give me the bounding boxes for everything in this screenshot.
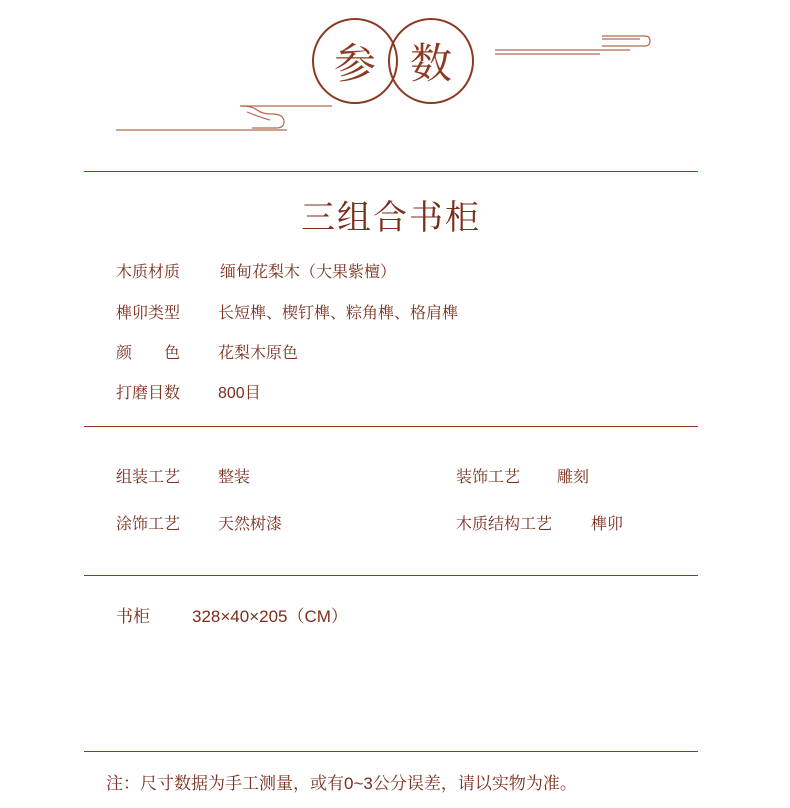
dimension-label: 书柜 bbox=[116, 607, 150, 626]
craft-label-decoration: 装饰工艺 bbox=[456, 467, 521, 486]
divider-top bbox=[84, 171, 698, 172]
header-char-2: 数 bbox=[409, 39, 452, 88]
cloud-ornament-left bbox=[112, 98, 337, 134]
craft-value-decoration: 雕刻 bbox=[557, 467, 590, 486]
header-char-1: 参 bbox=[333, 39, 376, 88]
craft-value-assembly: 整装 bbox=[218, 467, 251, 486]
spec-label-color: 颜 色 bbox=[116, 343, 181, 362]
spec-label-joinery: 榫卯类型 bbox=[116, 303, 181, 322]
measurement-note: 注：尺寸数据为手工测量，或有0~3公分误差，请以实物为准。 bbox=[106, 774, 577, 793]
spec-label-polish: 打磨目数 bbox=[116, 383, 181, 402]
divider-lower bbox=[84, 575, 698, 576]
spec-value-joinery: 长短榫、楔钉榫、粽角榫、格肩榫 bbox=[218, 303, 459, 322]
craft-value-coating: 天然树漆 bbox=[218, 514, 283, 533]
header-char-circle-2 bbox=[388, 18, 474, 104]
craft-label-coating: 涂饰工艺 bbox=[116, 514, 181, 533]
spec-value-polish: 800目 bbox=[218, 385, 261, 402]
dimension-value: 328×40×205（CM） bbox=[192, 607, 348, 626]
spec-value-color: 花梨木原色 bbox=[218, 343, 299, 362]
divider-bottom bbox=[84, 751, 698, 752]
header-char-circle-1 bbox=[312, 18, 398, 104]
craft-label-structure: 木质结构工艺 bbox=[456, 514, 553, 533]
craft-value-structure: 榫卯 bbox=[591, 514, 624, 533]
cloud-ornament-right bbox=[490, 30, 655, 60]
divider-middle bbox=[84, 426, 698, 427]
spec-label-material: 木质材质 bbox=[116, 262, 181, 281]
craft-label-assembly: 组装工艺 bbox=[116, 467, 181, 486]
product-title: 三组合书柜 bbox=[301, 198, 481, 238]
spec-value-material: 缅甸花梨木（大果紫檀） bbox=[220, 262, 397, 281]
